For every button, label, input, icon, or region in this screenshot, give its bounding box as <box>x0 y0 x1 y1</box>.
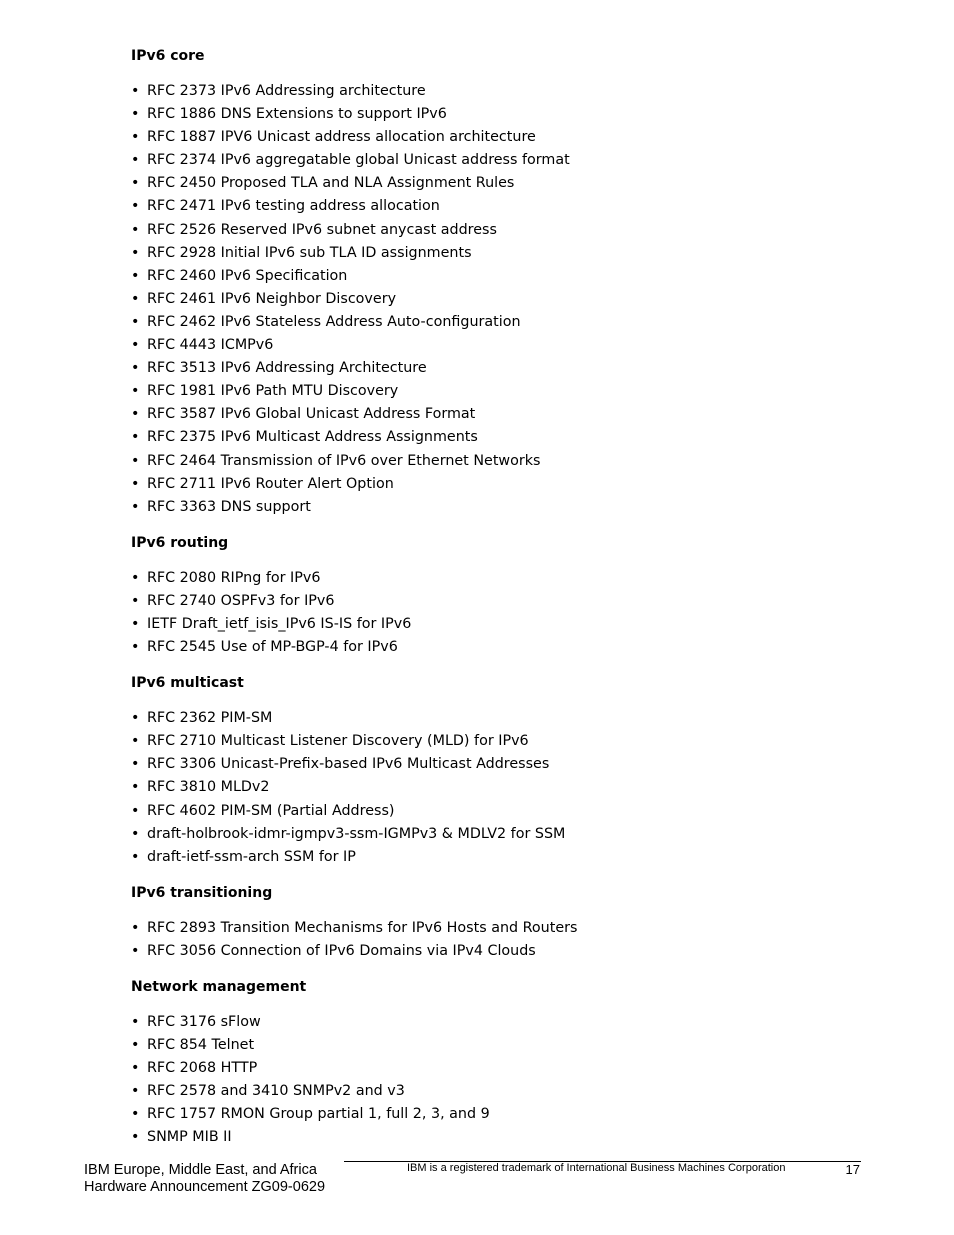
list-item <box>131 242 891 265</box>
section-heading: IPv6 transitioning <box>131 884 273 901</box>
list-item <box>131 265 891 288</box>
bullet-icon: • <box>131 129 140 146</box>
list-item-text: RFC 4602 PIM-SM (Partial Address) <box>147 802 395 819</box>
list-item-text: RFC 2373 IPv6 Addressing architecture <box>147 83 426 99</box>
list-item-text: RFC 2362 PIM-SM <box>147 710 273 727</box>
bullet-icon: • <box>131 383 140 400</box>
document-body <box>131 47 891 1165</box>
list-item <box>131 450 891 473</box>
list-item <box>131 496 891 519</box>
bullet-icon: • <box>131 175 140 192</box>
list-item <box>131 567 891 590</box>
bullet-icon: • <box>131 221 140 238</box>
section-heading: Network management <box>131 979 307 995</box>
list-item <box>131 636 891 659</box>
list-item-text: RFC 3056 Connection of IPv6 Domains via IPv4 Clouds <box>147 942 536 959</box>
list-item-text: RFC 3513 IPv6 Addressing Architecture <box>147 360 427 377</box>
list-item <box>131 730 891 753</box>
list-item-text: RFC 1887 IPV6 Unicast address allocation architecture <box>147 129 536 146</box>
list-item <box>131 590 891 613</box>
list-item-text: RFC 2375 IPv6 Multicast Address Assignments <box>147 429 478 446</box>
page-footer <box>84 1160 860 1200</box>
list-item-text: RFC 2928 Initial IPv6 sub TLA ID assignments <box>147 244 472 261</box>
list-item-text: RFC 2471 IPv6 testing address allocation <box>147 198 440 215</box>
bullet-icon: • <box>131 1014 140 1030</box>
list-item <box>131 80 891 103</box>
list-item-text: RFC 3176 sFlow <box>147 1014 261 1030</box>
list-item <box>131 219 891 242</box>
list-item <box>131 288 891 311</box>
bullet-icon: • <box>131 198 140 215</box>
list-item <box>131 334 891 357</box>
page-number: 17 <box>845 1162 860 1177</box>
bullet-icon: • <box>131 825 140 842</box>
list-item-text: RFC 1757 RMON Group partial 1, full 2, 3, and 9 <box>147 1106 490 1123</box>
list-item <box>131 172 891 195</box>
list-item-text: RFC 2526 Reserved IPv6 subnet anycast address <box>147 221 497 238</box>
list-item-text: draft-ietf-ssm-arch SSM for IP <box>147 848 356 865</box>
list-item-text: RFC 2461 IPv6 Neighbor Discovery <box>147 290 397 307</box>
section-heading: IPv6 core <box>131 48 205 64</box>
list-item-text: RFC 3363 DNS support <box>147 498 311 515</box>
list-item-text: RFC 4443 ICMPv6 <box>147 337 274 354</box>
bullet-icon: • <box>131 615 140 632</box>
bullet-icon: • <box>131 1106 140 1123</box>
list-item <box>131 426 891 449</box>
bullet-icon: • <box>131 569 140 586</box>
list-item <box>131 1011 891 1034</box>
list-item-text: RFC 2374 IPv6 aggregatable global Unicast address format <box>147 152 570 169</box>
list-item <box>131 1057 891 1080</box>
bullet-icon: • <box>131 733 140 750</box>
list-item-text: RFC 2450 Proposed TLA and NLA Assignment Rules <box>147 175 515 192</box>
bullet-icon: • <box>131 83 140 99</box>
bullet-list <box>131 567 891 659</box>
bullet-icon: • <box>131 152 140 169</box>
footer-line-1: IBM Europe, Middle East, and Africa <box>84 1162 317 1178</box>
bullet-icon: • <box>131 779 140 796</box>
list-item-text: RFC 854 Telnet <box>147 1037 255 1054</box>
list-item <box>131 103 891 126</box>
list-item <box>131 473 891 496</box>
bullet-list <box>131 917 891 963</box>
list-item <box>131 1034 891 1057</box>
bullet-list <box>131 80 891 519</box>
list-item <box>131 917 891 940</box>
list-item <box>131 195 891 218</box>
list-item <box>131 126 891 149</box>
list-item <box>131 149 891 172</box>
bullet-icon: • <box>131 244 140 261</box>
bullet-icon: • <box>131 498 140 515</box>
list-item-text: RFC 3306 Unicast-Prefix-based IPv6 Multicast Addresses <box>147 756 550 773</box>
list-item-text: RFC 2578 and 3410 SNMPv2 and v3 <box>147 1083 405 1100</box>
list-item-text: RFC 2710 Multicast Listener Discovery (MLD) for IPv6 <box>147 733 529 750</box>
list-item-text: RFC 1886 DNS Extensions to support IPv6 <box>147 106 447 123</box>
bullet-list <box>131 707 891 869</box>
list-item <box>131 940 891 963</box>
list-item-text: RFC 1981 IPv6 Path MTU Discovery <box>147 383 399 400</box>
list-item <box>131 1126 891 1149</box>
list-item-text: RFC 2068 HTTP <box>147 1060 258 1077</box>
list-item-text: RFC 2740 OSPFv3 for IPv6 <box>147 592 335 609</box>
section-heading: IPv6 multicast <box>131 675 244 692</box>
list-item-text: RFC 2460 IPv6 Specification <box>147 267 348 284</box>
bullet-icon: • <box>131 639 140 656</box>
bullet-icon: • <box>131 710 140 727</box>
list-item-text: RFC 2711 IPv6 Router Alert Option <box>147 475 394 492</box>
list-item <box>131 800 891 823</box>
list-item-text: RFC 3587 IPv6 Global Unicast Address Format <box>147 406 476 423</box>
list-item <box>131 823 891 846</box>
footer-line-2: Hardware Announcement ZG09-0629 <box>84 1179 326 1195</box>
list-item <box>131 357 891 380</box>
bullet-icon: • <box>131 1129 140 1146</box>
list-item-text: RFC 2464 Transmission of IPv6 over Ethernet Networks <box>147 452 541 469</box>
bullet-icon: • <box>131 452 140 469</box>
bullet-icon: • <box>131 919 140 936</box>
bullet-icon: • <box>131 756 140 773</box>
list-item-text: RFC 2893 Transition Mechanisms for IPv6 Hosts and Routers <box>147 919 578 936</box>
bullet-icon: • <box>131 313 140 330</box>
bullet-icon: • <box>131 1060 140 1077</box>
bullet-icon: • <box>131 106 140 123</box>
list-item-text: RFC 2080 RIPng for IPv6 <box>147 569 321 586</box>
bullet-list <box>131 1011 891 1150</box>
list-item <box>131 1080 891 1103</box>
list-item-text: SNMP MIB II <box>147 1129 232 1146</box>
bullet-icon: • <box>131 406 140 423</box>
list-item <box>131 380 891 403</box>
footer-trademark-note: IBM is a registered trademark of International Business Machines Corporation <box>407 1162 786 1174</box>
list-item <box>131 1103 891 1126</box>
bullet-icon: • <box>131 592 140 609</box>
bullet-icon: • <box>131 1037 140 1054</box>
bullet-icon: • <box>131 290 140 307</box>
bullet-icon: • <box>131 337 140 354</box>
list-item <box>131 753 891 776</box>
list-item <box>131 707 891 730</box>
list-item-text: IETF Draft_ietf_isis_IPv6 IS-IS for IPv6 <box>147 615 412 632</box>
list-item-text: RFC 2545 Use of MP-BGP-4 for IPv6 <box>147 639 398 656</box>
bullet-icon: • <box>131 475 140 492</box>
list-item-text: RFC 2462 IPv6 Stateless Address Auto-configuration <box>147 313 521 330</box>
bullet-icon: • <box>131 267 140 284</box>
list-item <box>131 311 891 334</box>
list-item <box>131 403 891 426</box>
bullet-icon: • <box>131 1083 140 1100</box>
footer-publisher <box>84 1162 325 1196</box>
bullet-icon: • <box>131 942 140 959</box>
section-heading: IPv6 routing <box>131 534 229 551</box>
bullet-icon: • <box>131 802 140 819</box>
bullet-icon: • <box>131 429 140 446</box>
list-item <box>131 776 891 799</box>
list-item-text: RFC 3810 MLDv2 <box>147 779 270 796</box>
list-item-text: draft-holbrook-idmr-igmpv3-ssm-IGMPv3 & MDLV2 for SSM <box>147 825 566 842</box>
bullet-icon: • <box>131 360 140 377</box>
bullet-icon: • <box>131 848 140 865</box>
list-item <box>131 613 891 636</box>
list-item <box>131 846 891 869</box>
